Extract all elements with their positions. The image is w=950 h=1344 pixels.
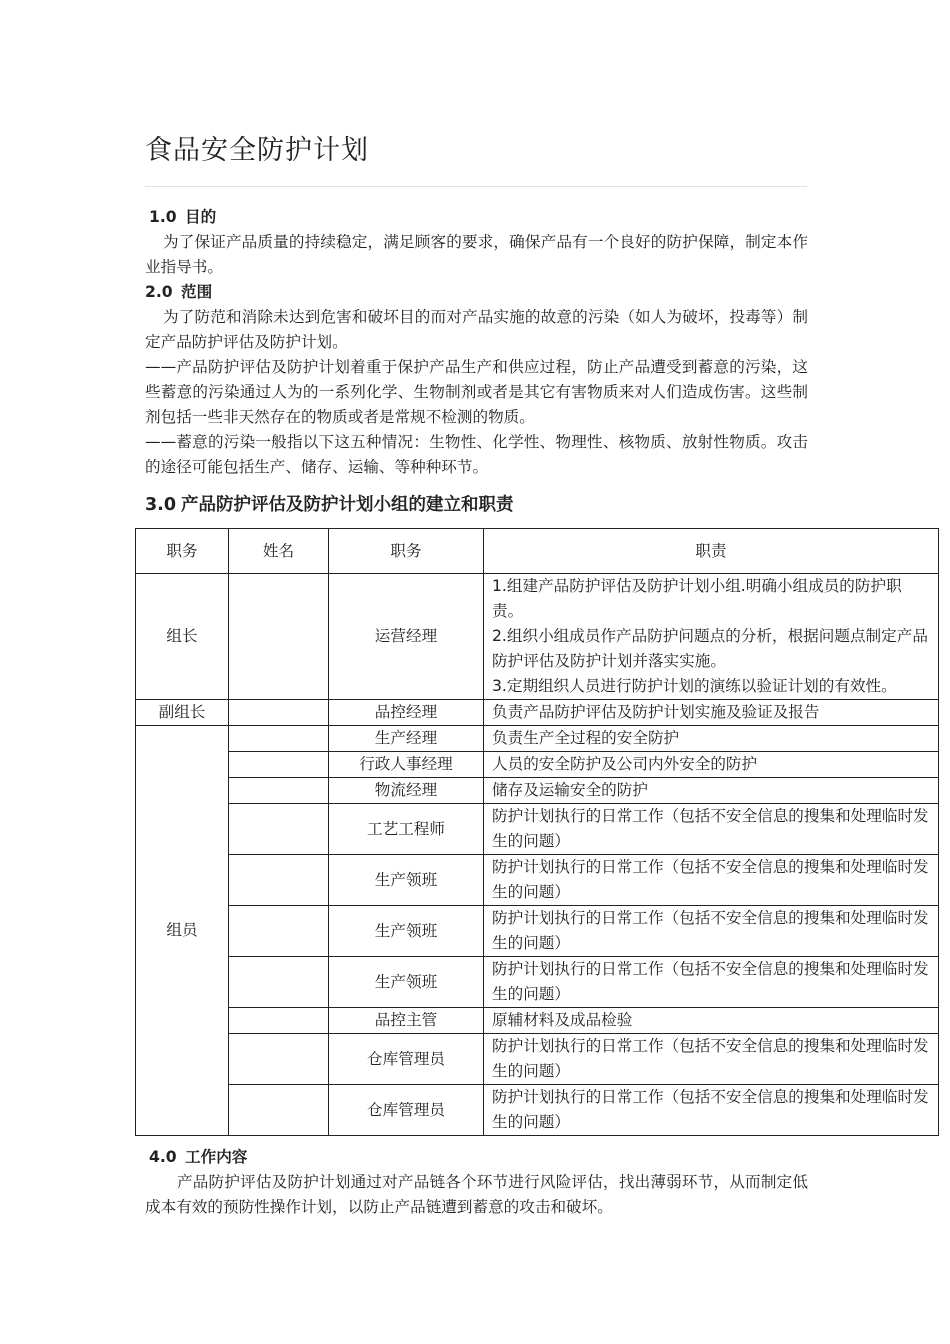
name-cell [229, 726, 329, 752]
position-cell: 仓库管理员 [329, 1085, 484, 1136]
table-row-member [136, 957, 939, 1008]
sections-1-2 [145, 205, 808, 480]
name-cell [229, 752, 329, 778]
duty-cell: 储存及运输安全的防护 [484, 778, 939, 804]
title-divider [145, 186, 807, 187]
duty-cell: 原辅材料及成品检验 [484, 1008, 939, 1034]
section-4-paragraph: 产品防护评估及防护计划通过对产品链各个环节进行风险评估，找出薄弱环节，从而制定低成本有效的预防性操作计划，以防止产品链遭到蓄意的攻击和破坏。 [145, 1173, 808, 1216]
table-row-member [136, 906, 939, 957]
duty-cell: 防护计划执行的日常工作（包括不安全信息的搜集和处理临时发生的问题） [484, 804, 939, 855]
position-cell: 仓库管理员 [329, 1034, 484, 1085]
duty-line: 3.定期组织人员进行防护计划的演练以验证计划的有效性。 [492, 677, 897, 695]
duty-cell: 防护计划执行的日常工作（包括不安全信息的搜集和处理临时发生的问题） [484, 906, 939, 957]
role-cell-members: 组员 [136, 726, 229, 1136]
position-cell: 生产领班 [329, 906, 484, 957]
duty-cell: 防护计划执行的日常工作（包括不安全信息的搜集和处理临时发生的问题） [484, 1034, 939, 1085]
section-1-title: 目的 [185, 208, 217, 226]
duty-line: 1.组建产品防护评估及防护计划小组.明确小组成员的防护职责。 [492, 577, 902, 620]
name-cell [229, 1085, 329, 1136]
role-cell: 组长 [136, 574, 229, 700]
duty-cell [484, 574, 939, 700]
duty-table [135, 528, 939, 1136]
section-3-number: 3.0 [145, 495, 177, 515]
name-cell [229, 957, 329, 1008]
position-cell: 工艺工程师 [329, 804, 484, 855]
header-position: 职务 [329, 529, 484, 574]
position-cell: 品控主管 [329, 1008, 484, 1034]
position-cell: 生产领班 [329, 855, 484, 906]
position-cell: 生产领班 [329, 957, 484, 1008]
name-cell [229, 1008, 329, 1034]
table-row-deputy [136, 700, 939, 726]
position-cell: 行政人事经理 [329, 752, 484, 778]
table-header-row [136, 529, 939, 574]
section-2-heading [145, 280, 808, 305]
duty-cell: 人员的安全防护及公司内外安全的防护 [484, 752, 939, 778]
duty-cell: 防护计划执行的日常工作（包括不安全信息的搜集和处理临时发生的问题） [484, 957, 939, 1008]
name-cell [229, 855, 329, 906]
position-cell: 生产经理 [329, 726, 484, 752]
table-row-leader [136, 574, 939, 700]
name-cell [229, 1034, 329, 1085]
section-4-title: 工作内容 [185, 1148, 248, 1166]
name-cell [229, 700, 329, 726]
page-title: 食品安全防护计划 [145, 135, 369, 166]
table-row-member [136, 804, 939, 855]
section-3-heading [145, 492, 514, 518]
name-cell [229, 778, 329, 804]
table-row-member [136, 726, 939, 752]
header-duty: 职责 [484, 529, 939, 574]
table-row-member [136, 1034, 939, 1085]
duty-line: 2.组织小组成员作产品防护问题点的分析，根据问题点制定产品防护评估及防护计划并落实实施。 [492, 627, 928, 670]
section-2-number: 2.0 [145, 283, 173, 301]
header-name: 姓名 [229, 529, 329, 574]
name-cell [229, 804, 329, 855]
section-1-number: 1.0 [149, 208, 177, 226]
section-4 [145, 1145, 808, 1220]
section-3-title: 产品防护评估及防护计划小组的建立和职责 [181, 495, 514, 515]
section-2-paragraph-2: ——产品防护评估及防护计划着重于保护产品生产和供应过程，防止产品遭受到蓄意的污染，这些蓄意的污染通过人为的一系列化学、生物制剂或者是其它有害物质来对人们造成伤害。这些制剂包括一些非天然存在的物质或者是常规不检测的物质。 [145, 358, 808, 426]
header-role: 职务 [136, 529, 229, 574]
section-2-paragraph-3: ——蓄意的污染一般指以下这五种情况：生物性、化学性、物理性、核物质、放射性物质。攻击的途径可能包括生产、储存、运输、等种种环节。 [145, 433, 808, 476]
section-4-number: 4.0 [149, 1148, 177, 1166]
name-cell [229, 906, 329, 957]
duty-cell: 负责产品防护评估及防护计划实施及验证及报告 [484, 700, 939, 726]
position-cell: 品控经理 [329, 700, 484, 726]
section-2-paragraph-1: 为了防范和消除未达到危害和破坏目的而对产品实施的故意的污染（如人为破坏，投毒等）制定产品防护评估及防护计划。 [145, 308, 808, 351]
table-row-member [136, 855, 939, 906]
position-cell: 物流经理 [329, 778, 484, 804]
table-row-member [136, 752, 939, 778]
duty-cell: 负责生产全过程的安全防护 [484, 726, 939, 752]
section-4-heading [145, 1145, 808, 1170]
table-row-member [136, 1008, 939, 1034]
role-cell: 副组长 [136, 700, 229, 726]
duty-cell: 防护计划执行的日常工作（包括不安全信息的搜集和处理临时发生的问题） [484, 855, 939, 906]
table-row-member [136, 778, 939, 804]
section-2-title: 范围 [181, 283, 213, 301]
position-cell: 运营经理 [329, 574, 484, 700]
section-1-paragraph: 为了保证产品质量的持续稳定，满足顾客的要求，确保产品有一个良好的防护保障，制定本作业指导书。 [145, 233, 808, 276]
table-row-member [136, 1085, 939, 1136]
section-1-heading [145, 205, 808, 230]
duty-cell: 防护计划执行的日常工作（包括不安全信息的搜集和处理临时发生的问题） [484, 1085, 939, 1136]
name-cell [229, 574, 329, 700]
